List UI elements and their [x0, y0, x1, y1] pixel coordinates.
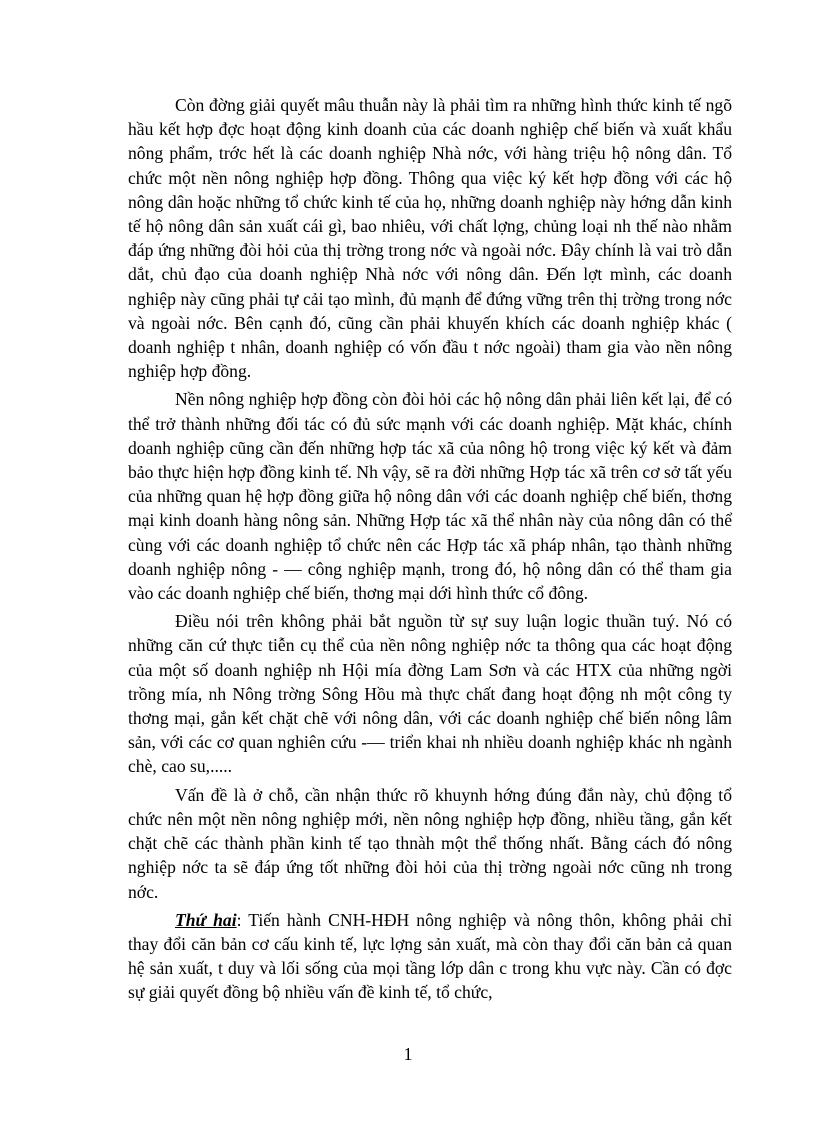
paragraph-1 [128, 93, 732, 383]
paragraph-5 [128, 908, 732, 1005]
paragraph-3 [128, 609, 732, 778]
paragraph-5-text: : Tiến hành CNH-HĐH nông nghiệp và nông thôn, không phải chỉ thay đổi căn bản cơ cấu kinh tế, lực lợng sản xuất, mà còn thay đổi căn bản cả quan hệ sản xuất, t duy và lối sống của mọi tầng lớp dân c trong khu vực này. Cần có đợc sự giải quyết đồng bộ nhiều vấn đề kinh tế, tổ chức, [128, 909, 732, 1003]
paragraph-3-text: Điều nói trên không phải bắt nguồn từ sự suy luận logic thuần tuý. Nó có những căn cứ thực tiễn cụ thể của nền nông nghiệp nớc ta thông qua các hoạt động của một số doanh nghiệp nh Hội mía đờng Lam Sơn và các HTX của những ngời trồng mía, nh Nông trờng Sông Hồu mà thực chất đang hoạt động nh một công ty thơng mại, gắn kết chặt chẽ với nông dân, với các doanh nghiệp chế biến nông lâm sản, với các cơ quan nghiên cứu -— triển khai nh nhiều doanh nghiệp khác nh ngành chè, cao su,..... [128, 611, 732, 777]
paragraph-2 [128, 387, 732, 605]
paragraph-1-text: Còn đờng giải quyết mâu thuẫn này là phải tìm ra những hình thức kinh tế ngõ hầu kết hợp đợc hoạt động kinh doanh của các doanh nghiệp chế biến và xuất khẩu nông phẩm, trớc hết là các doanh nghiệp Nhà nớc, với hàng triệu hộ nông dân. Tổ chức một nền nông nghiệp hợp đồng. Thông qua việc ký kết hợp đồng với các hộ nông dân hoặc những tổ chức kinh tế của họ, những doanh nghiệp này hớng dẫn kinh tế hộ nông dân sản xuất cái gì, bao nhiêu, với chất lợng, chủng loại nh thế nào nhằm đáp ứng những đòi hỏi của thị trờng trong nớc và ngoài nớc. Đây chính là vai trò dẫn dắt, chủ đạo của doanh nghiệp Nhà nớc với nông dân. Đến lợt mình, các doanh nghiệp này cũng phải tự cải tạo mình, đủ mạnh để đứng vững trên thị trờng trong nớc và ngoài nớc. Bên cạnh đó, cũng cần phải khuyến khích các doanh nghiệp khác ( doanh nghiệp t nhân, doanh nghiệp có vốn đầu t nớc ngoài) tham gia vào nền nông nghiệp hợp đồng. [128, 95, 732, 382]
page-number: 1 [403, 1044, 413, 1064]
paragraph-2-text: Nền nông nghiệp hợp đồng còn đòi hỏi các hộ nông dân phải liên kết lại, để có thể trở thành những đối tác có đủ sức mạnh với các doanh nghiệp. Mặt khác, chính doanh nghiệp cũng cần đến những hợp tác xã của nông hộ trong việc ký kết và đảm bảo thực hiện hợp đồng kinh tế. Nh vậy, sẽ ra đời những Hợp tác xã trên cơ sở tất yếu của những quan hệ hợp đồng giữa hộ nông dân với các doanh nghiệp chế biến, thơng mại kinh doanh hàng nông sản. Những Hợp tác xã thể nhân này của nông dân có thể cùng với các doanh nghiệp tổ chức nên các Hợp tác xã pháp nhân, tạo thành những doanh nghiệp nông - — công nghiệp mạnh, trong đó, hộ nông dân có thể tham gia vào các doanh nghiệp chế biến, thơng mại dới hình thức cổ đông. [128, 389, 732, 604]
paragraph-4 [128, 783, 732, 904]
paragraph-5-lead-heading: Thứ hai [175, 909, 237, 930]
document-body [128, 93, 732, 1009]
paragraph-4-text: Vấn đề là ở chỗ, cần nhận thức rõ khuynh hớng đúng đắn này, chủ động tổ chức nên một nền nông nghiệp mới, nền nông nghiệp hợp đồng, nhiều tầng, gắn kết chặt chẽ các thành phần kinh tế tạo thnàh một thể thống nhất. Bằng cách đó nông nghiệp nớc ta sẽ đáp ứng tốt những đòi hỏi của thị trờng ngoài nớc cũng nh trong nớc. [128, 784, 732, 902]
